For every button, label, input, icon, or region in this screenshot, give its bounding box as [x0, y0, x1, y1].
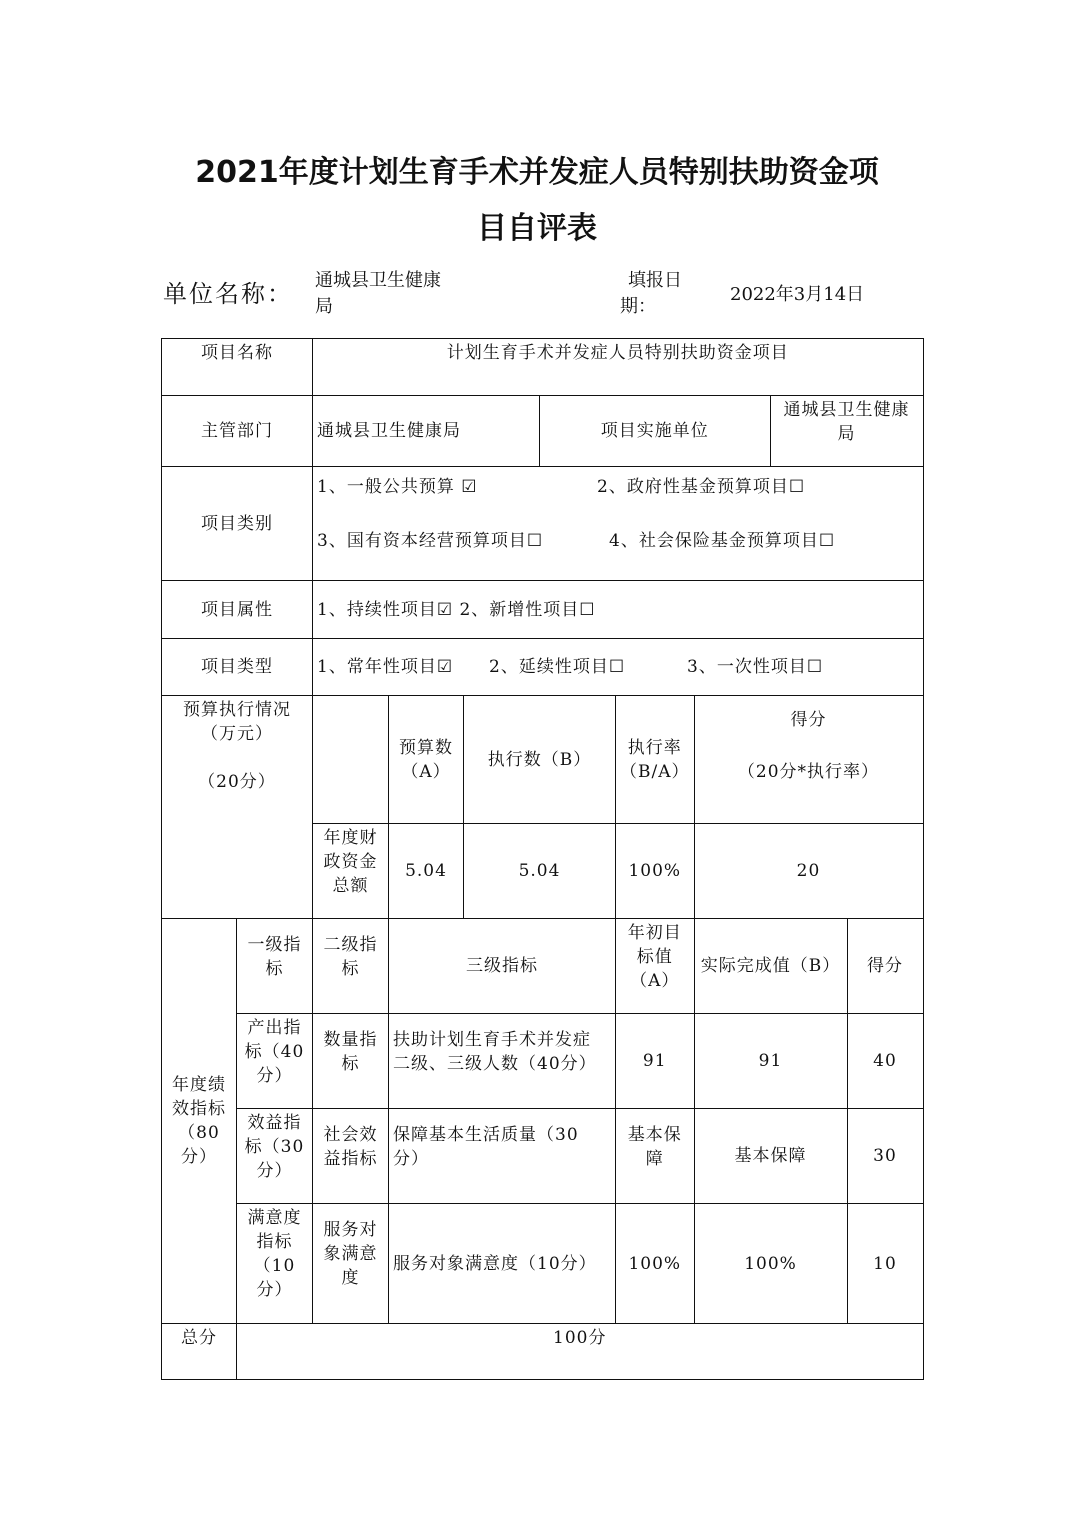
impl-unit-value-line2: 局 — [837, 424, 856, 444]
benefit-level1 — [237, 1109, 313, 1204]
date-label-line2: 期： — [620, 296, 656, 317]
category-option-social-insurance: 4、社会保险基金预算项目☐ — [609, 531, 836, 551]
unit-label: 单位名称： — [163, 280, 293, 308]
satisfaction-level1-line2: 指标 — [256, 1232, 293, 1252]
output-target: 91 — [616, 1014, 695, 1109]
satisfaction-score: 10 — [847, 1204, 923, 1324]
row-type — [162, 639, 924, 696]
output-actual: 91 — [694, 1014, 847, 1109]
satisfaction-level1-line3: （10 — [253, 1256, 296, 1276]
row-budget-header — [162, 696, 924, 824]
output-level3-line2: 二级、三级人数（40分） — [393, 1054, 597, 1074]
satisfaction-level3: 服务对象满意度（10分） — [389, 1204, 616, 1324]
budget-rate-value: 100% — [616, 824, 695, 919]
satisfaction-level1 — [237, 1204, 313, 1324]
date-label — [620, 268, 682, 320]
budget-label — [162, 696, 313, 919]
output-level2-line1: 数量指 — [323, 1030, 378, 1050]
type-options — [313, 639, 924, 696]
unit-value — [315, 268, 441, 320]
budget-row-label-line2: 政资金 — [323, 852, 378, 872]
satisfaction-actual: 100% — [694, 1204, 847, 1324]
row-project-name — [162, 339, 924, 396]
total-label: 总分 — [162, 1324, 237, 1380]
page-title-line2: 目自评表 — [477, 211, 597, 246]
satisfaction-level1-line1: 满意度 — [247, 1208, 302, 1228]
budget-label-line3: （20分） — [198, 772, 276, 792]
benefit-level3-line2: 分） — [393, 1149, 429, 1169]
benefit-target-line2: 障 — [645, 1149, 664, 1169]
budget-row-label-line3: 总额 — [332, 876, 369, 896]
row-total — [162, 1324, 924, 1380]
budget-a-value: 5.04 — [389, 824, 464, 919]
budget-col-a-line1: 预算数 — [399, 737, 453, 758]
output-level2 — [313, 1014, 389, 1109]
satisfaction-level2-line1: 服务对 — [323, 1220, 378, 1240]
dept-value: 通城县卫生健康局 — [313, 396, 540, 467]
dept-label: 主管部门 — [162, 396, 313, 467]
indicator-target-header-line1: 年初目 — [627, 923, 682, 943]
satisfaction-level2 — [313, 1204, 389, 1324]
project-name-label: 项目名称 — [162, 339, 313, 396]
row-indicator-header — [162, 919, 924, 1014]
benefit-level3 — [389, 1109, 616, 1204]
category-options — [313, 467, 924, 581]
budget-row-label — [313, 824, 389, 919]
type-label: 项目类型 — [162, 639, 313, 696]
category-label: 项目类别 — [162, 467, 313, 581]
indicator-level2-header-line1: 二级指 — [323, 935, 378, 955]
unit-value-line2: 局 — [315, 296, 333, 317]
output-score: 40 — [847, 1014, 923, 1109]
budget-header-blank — [313, 696, 389, 824]
perf-label-line3: （80 — [178, 1123, 220, 1143]
budget-col-a-line2: （A） — [401, 761, 451, 782]
perf-label-line1: 年度绩 — [172, 1075, 226, 1095]
impl-unit-value-line1: 通城县卫生健康 — [783, 400, 910, 420]
budget-score-value: 20 — [694, 824, 923, 919]
attr-label: 项目属性 — [162, 581, 313, 639]
type-option-annual: 1、常年性项目☑ — [317, 657, 454, 677]
indicator-level1-header-line1: 一级指 — [247, 935, 302, 955]
category-option-gov-fund: 2、政府性基金预算项目☐ — [597, 477, 806, 497]
impl-unit-label: 项目实施单位 — [540, 396, 771, 467]
benefit-score: 30 — [847, 1109, 923, 1204]
row-indicator-benefit — [162, 1109, 924, 1204]
perf-label-line2: 效指标 — [172, 1099, 226, 1119]
date-label-line1: 填报日 — [628, 270, 682, 291]
benefit-target — [616, 1109, 695, 1204]
budget-col-score — [694, 696, 923, 824]
page-title-line1: 2021年度计划生育手术并发症人员特别扶助资金项 — [195, 155, 879, 190]
project-name-value: 计划生育手术并发症人员特别扶助资金项目 — [313, 339, 924, 396]
satisfaction-level1-line4: 分） — [256, 1280, 293, 1300]
budget-col-score-line1: 得分 — [790, 710, 827, 730]
evaluation-table — [161, 338, 924, 1380]
budget-col-b: 执行数（B） — [464, 696, 616, 824]
output-level1-line1: 产出指 — [247, 1018, 302, 1038]
row-category — [162, 467, 924, 581]
budget-row-label-line1: 年度财 — [323, 828, 378, 848]
output-level3 — [389, 1014, 616, 1109]
budget-col-rate — [616, 696, 695, 824]
indicator-level3-header: 三级指标 — [389, 919, 616, 1014]
category-option-state-capital: 3、国有资本经营预算项目☐ — [317, 531, 544, 551]
benefit-actual: 基本保障 — [694, 1109, 847, 1204]
budget-col-rate-line2: （B/A） — [620, 761, 690, 782]
attr-value: 1、持续性项目☑ 2、新增性项目☐ — [313, 581, 924, 639]
benefit-level2-line1: 社会效 — [323, 1125, 378, 1145]
indicator-level1-header — [237, 919, 313, 1014]
perf-label-line4: 分） — [181, 1147, 217, 1167]
date-value: 2022年3月14日 — [730, 284, 865, 305]
budget-b-value: 5.04 — [464, 824, 616, 919]
indicator-level1-header-line2: 标 — [265, 959, 284, 979]
indicator-score-header: 得分 — [847, 919, 923, 1014]
row-attr — [162, 581, 924, 639]
satisfaction-target: 100% — [616, 1204, 695, 1324]
budget-col-a — [389, 696, 464, 824]
type-option-onetime: 3、一次性项目☐ — [687, 657, 824, 677]
unit-value-line1: 通城县卫生健康 — [315, 270, 441, 291]
indicator-target-header-line2: 标值 — [636, 947, 673, 967]
indicator-target-header-line3: （A） — [630, 971, 680, 991]
output-level2-line2: 标 — [341, 1054, 360, 1074]
benefit-level1-line2: 标（30 — [244, 1137, 305, 1157]
category-option-general-budget: 1、一般公共预算 ☑ — [317, 477, 478, 497]
total-value: 100分 — [237, 1324, 924, 1380]
budget-label-line2: （万元） — [201, 724, 273, 744]
indicator-target-header — [616, 919, 695, 1014]
impl-unit-value — [770, 396, 923, 467]
benefit-level3-line1: 保障基本生活质量（30 — [393, 1125, 579, 1145]
output-level1-line3: 分） — [256, 1066, 293, 1086]
benefit-target-line1: 基本保 — [627, 1125, 682, 1145]
type-option-continued: 2、延续性项目☐ — [489, 657, 626, 677]
satisfaction-level2-line2: 象满意 — [323, 1244, 378, 1264]
budget-col-score-line2: （20分*执行率） — [737, 762, 880, 782]
benefit-level1-line3: 分） — [256, 1161, 293, 1181]
indicator-level2-header — [313, 919, 389, 1014]
output-level1 — [237, 1014, 313, 1109]
benefit-level2 — [313, 1109, 389, 1204]
budget-col-rate-line1: 执行率 — [627, 737, 682, 758]
output-level1-line2: 标（40 — [244, 1042, 305, 1062]
benefit-level1-line1: 效益指 — [247, 1113, 302, 1133]
perf-label — [162, 919, 237, 1324]
row-indicator-satisfaction — [162, 1204, 924, 1324]
indicator-actual-header: 实际完成值（B） — [694, 919, 847, 1014]
benefit-level2-line2: 益指标 — [323, 1149, 378, 1169]
budget-label-line1: 预算执行情况 — [183, 700, 291, 720]
row-indicator-output — [162, 1014, 924, 1109]
output-level3-line1: 扶助计划生育手术并发症 — [393, 1030, 591, 1050]
satisfaction-level2-line3: 度 — [341, 1268, 360, 1288]
indicator-level2-header-line2: 标 — [341, 959, 360, 979]
row-dept — [162, 396, 924, 467]
